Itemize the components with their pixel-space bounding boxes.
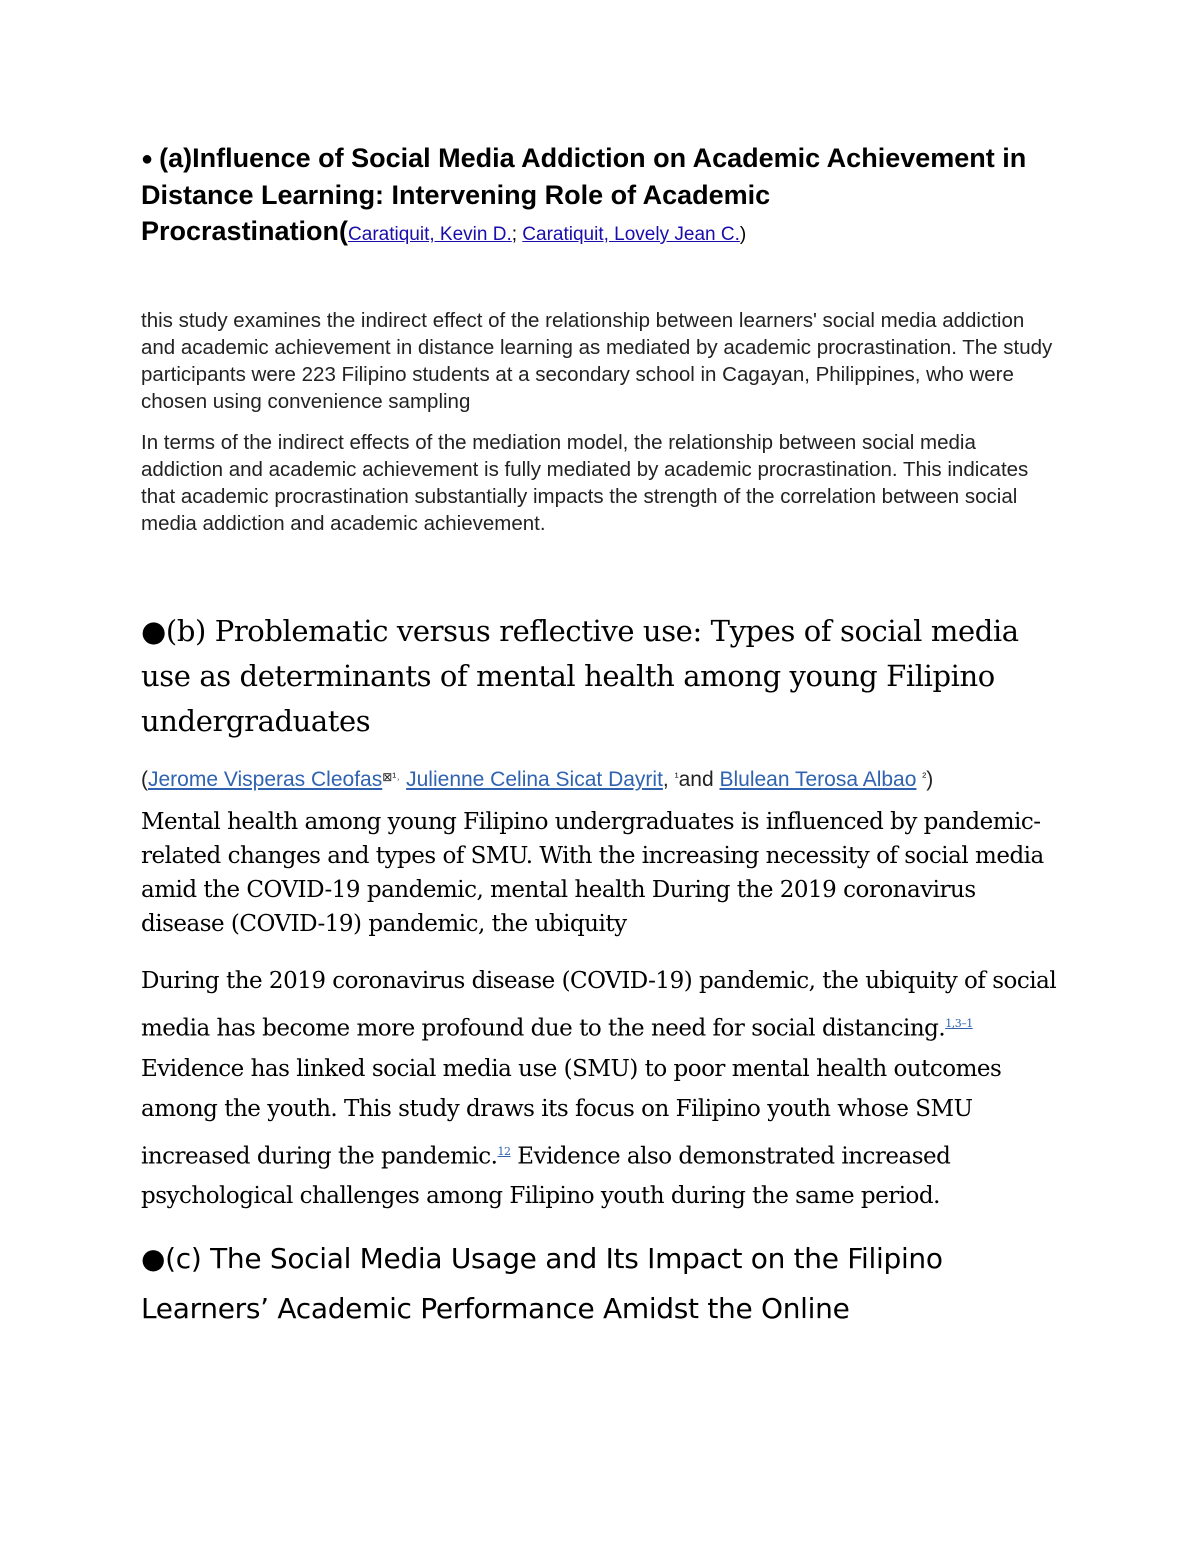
author-link-cleofas[interactable]: Jerome Visperas Cleofas [148,768,383,791]
section-b-authors [141,762,1061,795]
section-b-paragraph-2 [141,961,1061,1216]
reference-link[interactable]: 12 [497,1144,511,1158]
section-a-title [141,140,1061,253]
paragraph-text: Evidence also demonstrated increased psychological challenges among Filipino youth during the same period. [141,1143,951,1210]
author-separator: ; [511,224,518,245]
authors-open-paren: ( [141,768,148,791]
paragraph-text: Evidence has linked social media use (SMU) to poor mental health outcomes among the youth. This study draws its focus on Filipino youth whose SMU increased during the pandemic. [141,1055,1002,1170]
author-separator: , [662,768,669,791]
and-text: and [678,768,720,791]
reference-link[interactable]: 1,3–1 [945,1017,973,1030]
section-a-paragraph-2: In terms of the indirect effects of the mediation model, the relationship between social media addiction and academic achievement is fully mediated by academic procrastination. This indicates that academic procrastination substantially impacts the strength of the correlation between social media addiction and academic achievement. [141,431,1029,535]
authors-close-paren: ) [739,224,747,245]
section-a-authors [348,224,746,245]
section-c-title: ●(c) The Social Media Usage and Its Impact on the Filipino Learners’ Academic Performance Amidst the Online [141,1242,943,1326]
author-link-caratiquit-lovely[interactable]: Caratiquit, Lovely Jean C. [522,224,740,245]
bullet-icon: ● [141,148,154,170]
author-affiliation-mark: ² [922,770,927,784]
author-link-caratiquit-kevin[interactable]: Caratiquit, Kevin D. [348,224,512,245]
section-a-title-text: (a)Influence of Social Media Addiction on Academic Achievement in Distance Learning: Intervening Role of Academic Procrastination( [141,143,1027,246]
section-b-title: ●(b) Problematic versus reflective use: Types of social media use as determinants of mental health among young Filipino undergraduates [141,614,1019,738]
author-link-dayrit[interactable]: Julienne Celina Sicat Dayrit [406,768,663,791]
document-content [141,140,1061,1334]
author-affiliation-mark: ¹ [674,770,679,784]
author-link-albao[interactable]: Blulean Terosa Albao [719,768,917,791]
paragraph-text: During the 2019 coronavirus disease (COVID-19) pandemic, the ubiquity of social media has become more profound due to the need for social distancing. [141,968,1057,1042]
section-b-paragraph-1: Mental health among young Filipino undergraduates is influenced by pandemic-related changes and types of SMU. With the increasing necessity of social media amid the COVID-19 pandemic, mental health During the 2019 coronavirus disease (COVID-19) pandemic, the ubiquity [141,809,1044,937]
author-affiliation-mark: ⊠¹˒ [382,770,401,784]
authors-close-paren: ) [926,768,934,791]
section-a-paragraph-1: this study examines the indirect effect of the relationship between learners' social media addiction and academic achievement in distance learning as mediated by academic procrastination. The study participants were 223 Filipino students at a secondary school in Cagayan, Philippines, who were chosen using convenience sampling [141,309,1053,413]
